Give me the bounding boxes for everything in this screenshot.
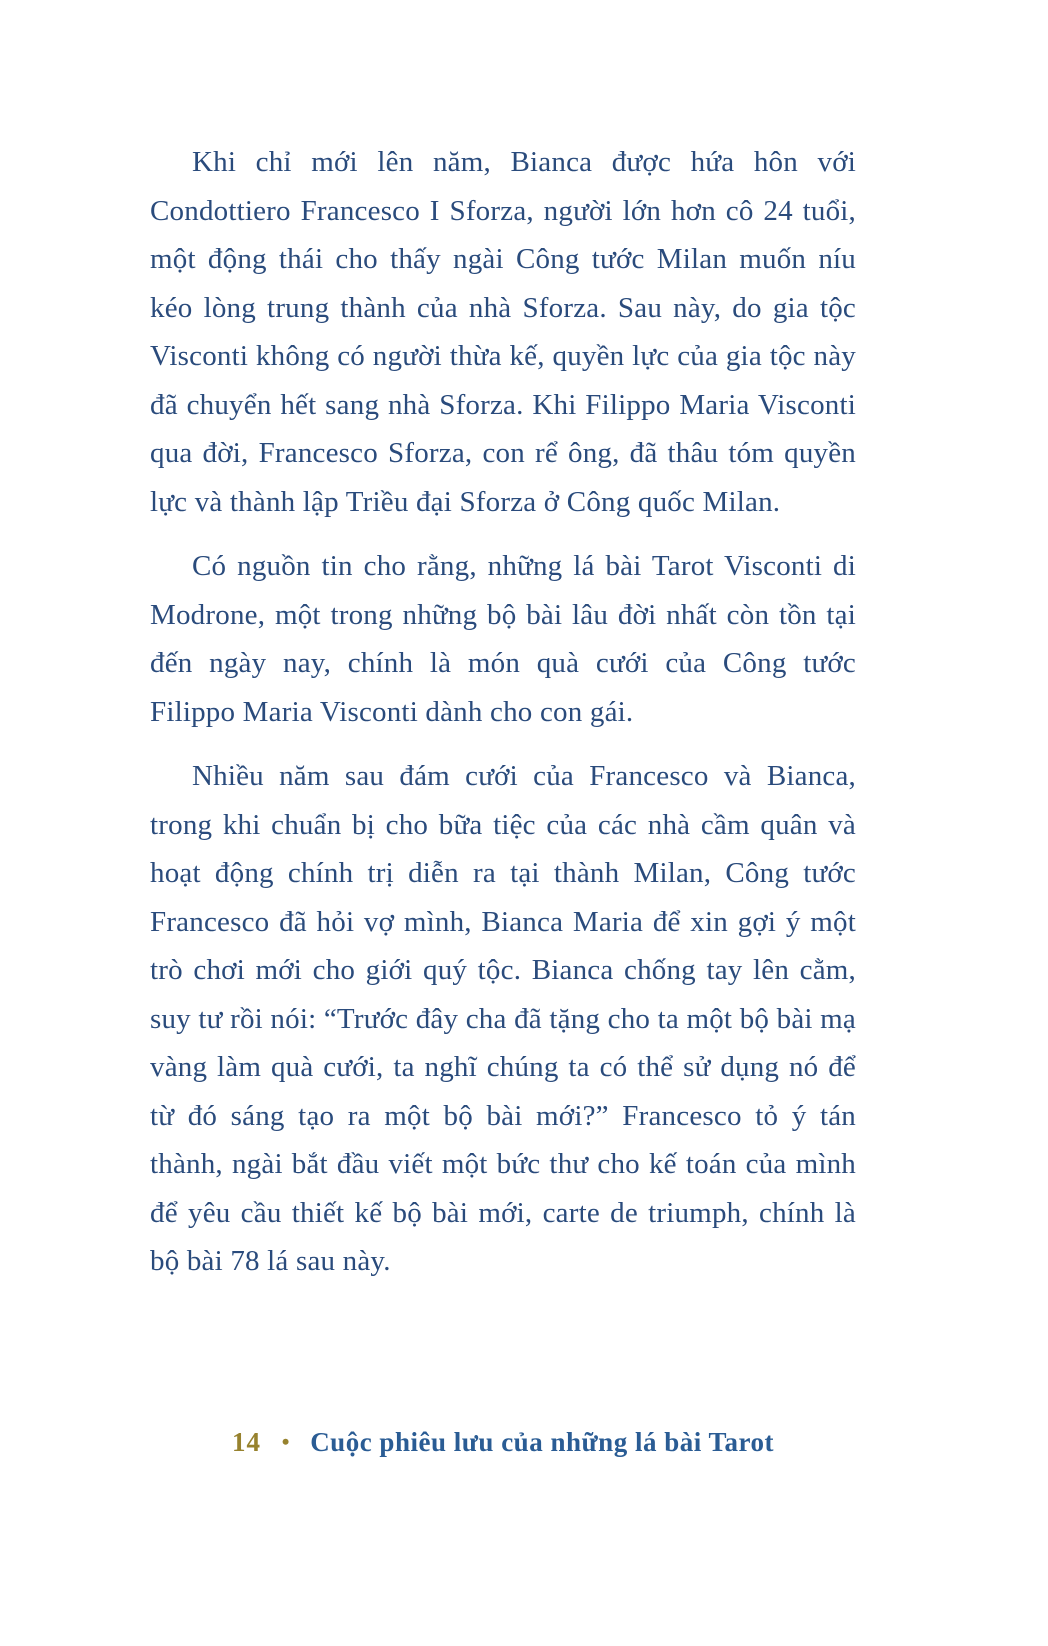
paragraph-3: Nhiều năm sau đám cưới của Francesco và Bianca, trong khi chuẩn bị cho bữa tiệc của các nhà cầm quân và hoạt động chính trị diễn ra tại thành Milan, Công tước Francesco đã hỏi vợ mình, Bianca Maria để xin gợi ý một trò chơi mới cho giới quý tộc. Bianca chống tay lên cằm, suy tư rồi nói: “Trước đây cha đã tặng cho ta một bộ bài mạ vàng làm quà cưới, ta nghĩ chúng ta có thể sử dụng nó để từ đó sáng tạo ra một bộ bài mới?” Francesco tỏ ý tán thành, ngài bắt đầu viết một bức thư cho kế toán của mình để yêu cầu thiết kế bộ bài mới, carte de triumph, chính là bộ bài 78 lá sau này. xyxy=(150,760,856,1277)
body-text-block xyxy=(150,138,856,1302)
footer-book-title: Cuộc phiêu lưu của những lá bài Tarot xyxy=(310,1427,774,1457)
page-footer xyxy=(150,1424,856,1460)
paragraph-1: Khi chỉ mới lên năm, Bianca được hứa hôn với Condottiero Francesco I Sforza, người lớn hơn cô 24 tuổi, một động thái cho thấy ngài Công tước Milan muốn níu kéo lòng trung thành của nhà Sforza. Sau này, do gia tộc Visconti không có người thừa kế, quyền lực của gia tộc này đã chuyển hết sang nhà Sforza. Khi Filippo Maria Visconti qua đời, Francesco Sforza, con rể ông, đã thâu tóm quyền lực và thành lập Triều đại Sforza ở Công quốc Milan. xyxy=(150,146,856,518)
paragraph-2: Có nguồn tin cho rằng, những lá bài Tarot Visconti di Modrone, một trong những bộ bài lâu đời nhất còn tồn tại đến ngày nay, chính là món quà cưới của Công tước Filippo Maria Visconti dành cho con gái. xyxy=(150,550,856,728)
page-number: 14 xyxy=(231,1427,261,1457)
footer-bullet-separator: • xyxy=(281,1429,290,1454)
